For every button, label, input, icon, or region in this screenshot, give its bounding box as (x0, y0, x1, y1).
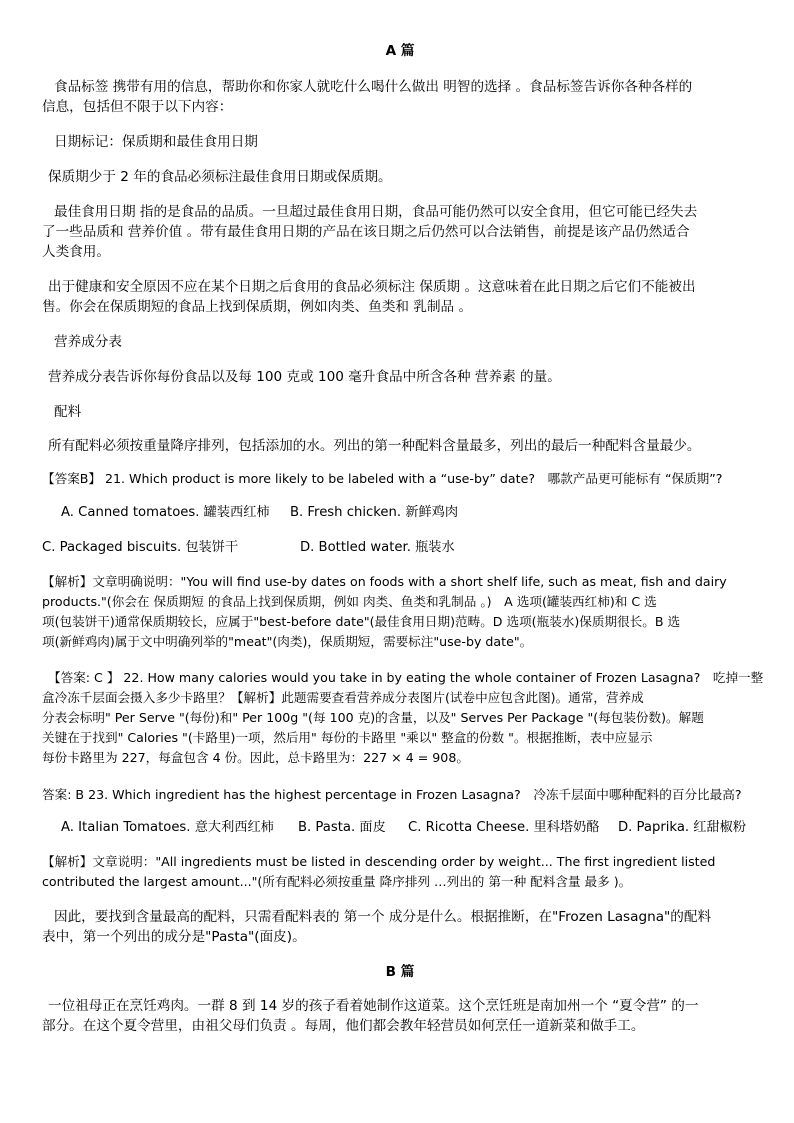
question-21-stem: 【答案B】 21. Which product is more likely to be labeled with a “use-by” date? 哪款产品更可能标有 “保质期”? (42, 471, 723, 486)
paragraph-line: 所有配料必须按重量降序排列，包括添加的水。列出的第一种配料含量最多，列出的最后一种配料含量最少。 (48, 438, 701, 454)
section-b-heading: B 篇 (385, 964, 415, 980)
paragraph-line: 营养成分表告诉你每份食品以及每 100 克或 100 毫升食品中所含各种 营养素 的量。 (48, 369, 561, 385)
q23-analysis-line: 【解析】文章说明："All ingredients must be listed in descending order by weight... The first ingredient listed (42, 854, 716, 869)
q21-analysis-line: products."(你会在 保质期短 的食品上找到保质期，例如 肉类、鱼类和乳制品 。) A 选项(罐装西红柿)和 C 选 (42, 594, 657, 609)
paragraph-line: 售。你会在保质期短的食品上找到保质期，例如肉类、鱼类和 乳制品 。 (42, 299, 473, 315)
q23-option-b: B. Pasta. 面皮 (298, 820, 386, 835)
section-a-heading: A 篇 (385, 43, 415, 59)
question-22-line: 【答案: C 】 22. How many calories would you take in by eating the whole container of Frozen Lasagna? 吃掉一整 (48, 670, 764, 685)
q21-option-d: D. Bottled water. 瓶装水 (300, 540, 455, 555)
q21-analysis-line: 【解析】文章明确说明："You will find use-by dates on foods with a short shelf life, such as meat, fish and dairy (42, 574, 727, 589)
q23-analysis-line: 因此，要找到含量最高的配料，只需看配料表的 第一个 成分是什么。根据推断，在"Frozen Lasagna"的配料 (54, 909, 712, 925)
q21-option-b: B. Fresh chicken. 新鲜鸡肉 (290, 505, 459, 520)
paragraph-line: 了一些品质和 营养价值 。带有最佳食用日期的产品在该日期之后仍然可以合法销售，前提是该产品仍然适合 (42, 224, 690, 240)
q23-option-d: D. Paprika. 红甜椒粉 (618, 820, 747, 835)
subheading-date-marks: 日期标记：保质期和最佳食用日期 (54, 134, 258, 150)
q21-analysis-line: 项(包装饼干)通常保质期较长，应属于"best-before date"(最佳食用日期)范畴。D 选项(瓶装水)保质期很长。B 选 (42, 614, 681, 629)
question-22-line: 关键在于找到" Calories "(卡路里)一项，然后用" 每份的卡路里 "乘以" 整盒的份数 "。根据推断，表中应显示 (42, 730, 653, 745)
paragraph-line: 信息，包括但不限于以下内容： (42, 99, 233, 115)
q21-option-c: C. Packaged biscuits. 包装饼干 (42, 540, 239, 555)
q23-analysis-line: contributed the largest amount..."(所有配料必须按重量 降序排列 …列出的 第一种 配料含量 最多 )。 (42, 874, 632, 889)
q23-option-a: A. Italian Tomatoes. 意大利西红柿 (61, 820, 274, 835)
question-22-line: 盒冷冻千层面会摄入多少卡路里？【解析】此题需要查看营养成分表图片(试卷中应包含此图)。通常，营养成 (42, 690, 644, 705)
paragraph-line: 出于健康和安全原因不应在某个日期之后食用的食品必须标注 保质期 。这意味着在此日期之后它们不能被出 (48, 279, 696, 295)
q23-option-c: C. Ricotta Cheese. 里科塔奶酪 (408, 820, 600, 835)
q21-analysis-line: 项(新鲜鸡肉)属于文中明确列举的"meat"(肉类)，保质期短，需要标注"use-by date"。 (42, 634, 533, 649)
subheading-nutrition-table: 营养成分表 (54, 334, 122, 350)
paragraph-line: 最佳食用日期 指的是食品的品质。一旦超过最佳食用日期，食品可能仍然可以安全食用，但它可能已经失去 (54, 204, 698, 220)
paragraph-line: 人类食用。 (42, 244, 110, 260)
paragraph-line: 一位祖母正在烹饪鸡肉。一群 8 到 14 岁的孩子看着她制作这道菜。这个烹饪班是南加州一个 “夏令营” 的一 (48, 998, 699, 1014)
q21-option-a: A. Canned tomatoes. 罐装西红柿 (61, 505, 270, 520)
paragraph-line: 保质期少于 2 年的食品必须标注最佳食用日期或保质期。 (48, 169, 392, 185)
question-22-line: 分表会标明" Per Serve "(每份)和" Per 100g "(每 100 克)的含量，以及" Serves Per Package "(每包装份数)。解题 (42, 710, 704, 725)
question-23-stem: 答案: B 23. Which ingredient has the highest percentage in Frozen Lasagna? 冷冻千层面中哪种配料的百分比最高? (42, 787, 742, 802)
paragraph-line: 食品标签 携带有用的信息，帮助你和你家人就吃什么喝什么做出 明智的选择 。食品标签告诉你各种各样的 (54, 79, 693, 95)
subheading-ingredients: 配料 (54, 404, 82, 420)
question-22-line: 每份卡路里为 227，每盒包含 4 份。因此，总卡路里为：227 × 4 = 908。 (42, 750, 469, 765)
q23-analysis-line: 表中，第一个列出的成分是"Pasta"(面皮)。 (42, 929, 306, 945)
paragraph-line: 部分。在这个夏令营里，由祖父母们负责 。每周，他们都会教年轻营员如何烹任一道新菜和做手工。 (42, 1018, 645, 1034)
